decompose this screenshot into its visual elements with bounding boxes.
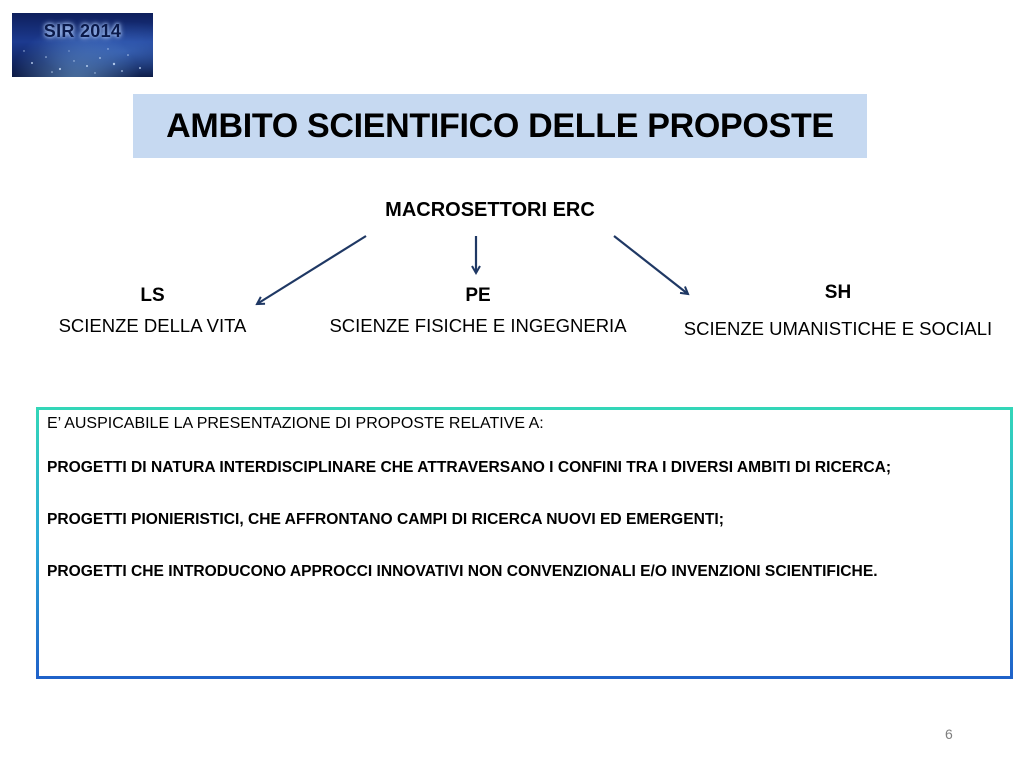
sector-sh-code: SH <box>824 282 852 303</box>
logo-text: SIR 2014 <box>43 21 122 41</box>
page-number: 6 <box>945 726 953 742</box>
sector-sh-name: SCIENZE UMANISTICHE E SOCIALI <box>683 318 993 339</box>
sector-pe <box>308 284 648 338</box>
sector-sh <box>660 281 1016 341</box>
sector-ls-name: SCIENZE DELLA VITA <box>58 315 247 336</box>
sector-pe-name: SCIENZE FISICHE E INGEGNERIA <box>329 315 627 336</box>
proposal-item-innovative: PROGETTI CHE INTRODUCONO APPROCCI INNOVATIVI NON CONVENZIONALI E/O INVENZIONI SCIENTIFICHE. <box>47 563 878 580</box>
sector-ls-code: LS <box>140 285 165 306</box>
proposals-intro: E’ AUSPICABILE LA PRESENTAZIONE DI PROPOSTE RELATIVE A: <box>47 415 544 432</box>
macrosettori-label: MACROSETTORI ERC <box>385 199 595 221</box>
proposal-item-pioneering: PROGETTI PIONIERISTICI, CHE AFFRONTANO CAMPI DI RICERCA NUOVI ED EMERGENTI; <box>47 511 724 528</box>
slide-title: AMBITO SCIENTIFICO DELLE PROPOSTE <box>166 106 834 145</box>
sector-pe-code: PE <box>465 285 491 306</box>
proposals-box <box>36 407 1013 679</box>
proposal-item-interdisciplinary: PROGETTI DI NATURA INTERDISCIPLINARE CHE ATTRAVERSANO I CONFINI TRA I DIVERSI AMBITI DI RICERCA; <box>47 459 892 476</box>
sector-ls <box>40 284 265 338</box>
